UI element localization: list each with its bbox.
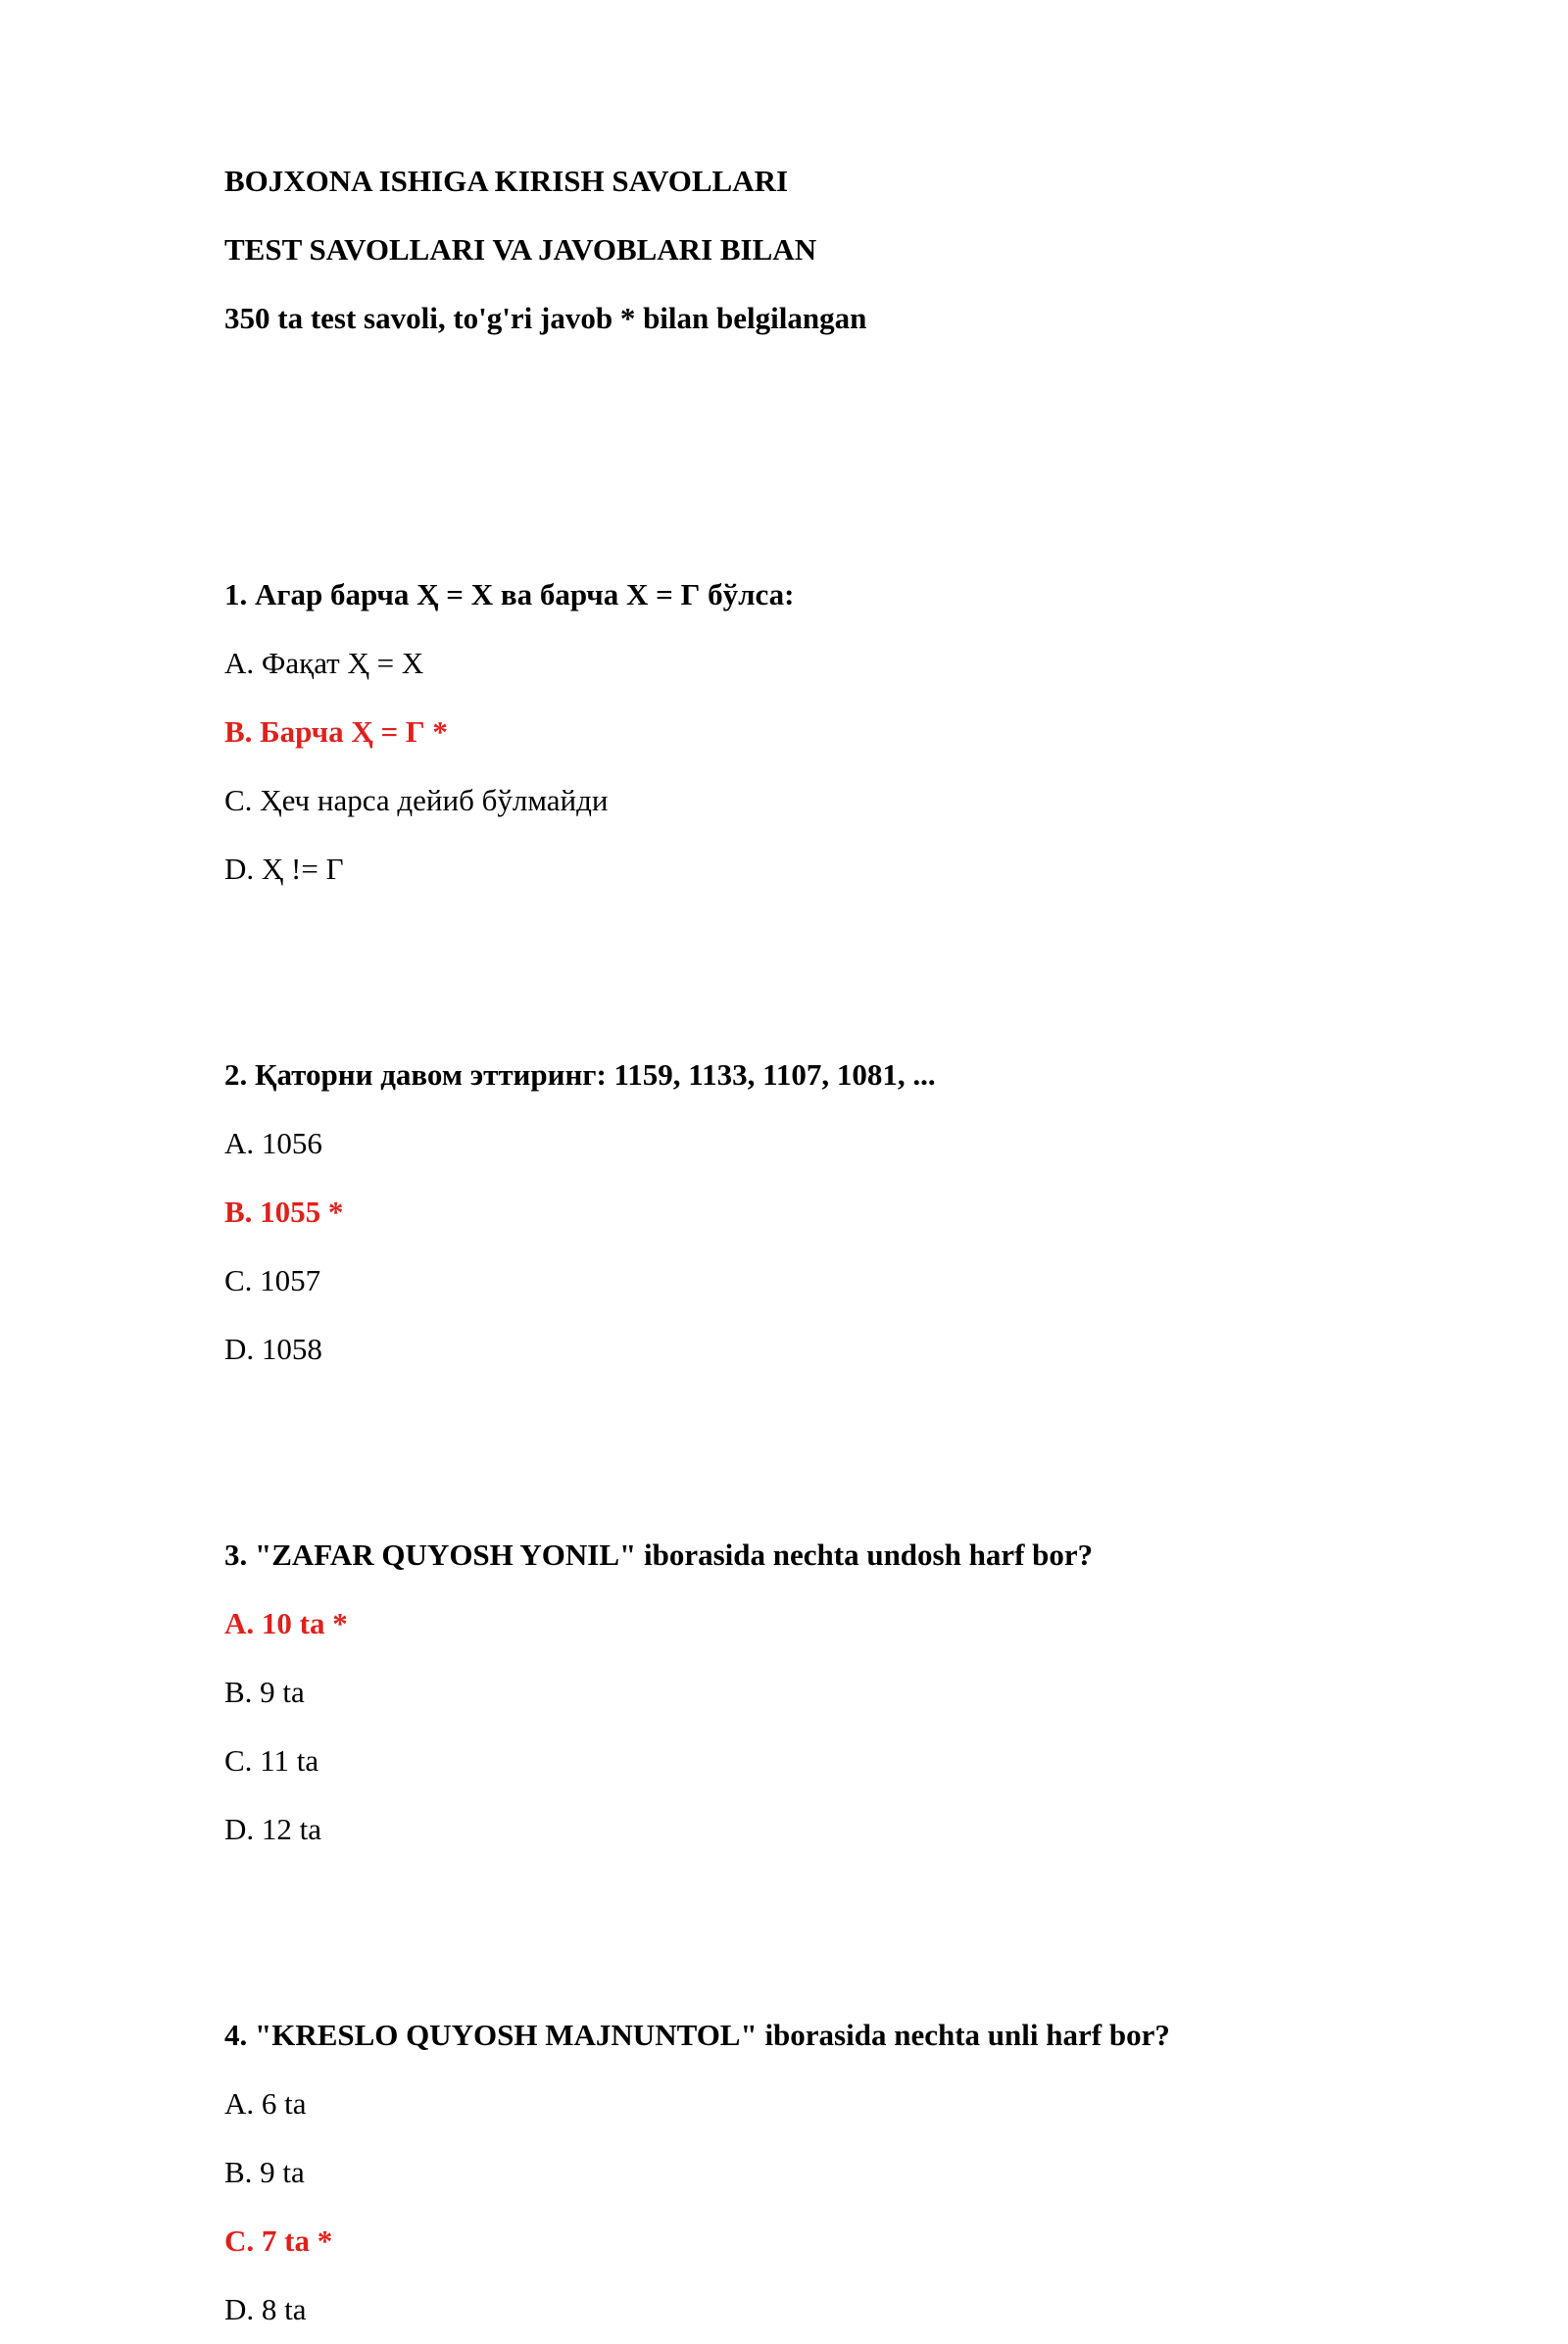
document-description: 350 ta test savoli, to'g'ri javob * bilan belgilangan — [224, 301, 867, 335]
answer-option: D. 12 ta — [224, 1812, 322, 1846]
question-text: 3. "ZAFAR QUYOSH YONIL" iborasida nechta undosh harf bor? — [224, 1538, 1094, 1572]
header-spacer — [224, 353, 1568, 561]
question-spacer — [224, 1864, 1568, 2001]
answer-option: A. 6 ta — [224, 2086, 307, 2121]
answer-option: B. 1055 * — [224, 1195, 344, 1229]
question-block — [224, 2001, 1568, 2344]
question-block — [224, 1041, 1568, 1384]
answer-option: A. Фақат Ҳ = Х — [224, 646, 424, 680]
answer-option: A. 10 ta * — [224, 1606, 348, 1640]
answer-option: D. 1058 — [224, 1332, 322, 1366]
answer-option: A. 1056 — [224, 1126, 322, 1160]
answer-option: B. Барча Ҳ = Г * — [224, 714, 448, 749]
question-text: 1. Агар барча Ҳ = Х ва барча Х = Г бўлса: — [224, 577, 795, 611]
question-block — [224, 561, 1568, 903]
answer-option: C. 7 ta * — [224, 2223, 333, 2258]
answer-option: C. 1057 — [224, 1263, 321, 1297]
document-subtitle: TEST SAVOLLARI VA JAVOBLARI BILAN — [224, 232, 817, 267]
answer-option: D. Ҳ != Г — [224, 852, 344, 886]
answer-option: D. 8 ta — [224, 2292, 307, 2326]
answer-option: B. 9 ta — [224, 2155, 305, 2189]
question-spacer — [224, 903, 1568, 1041]
document-title: BOJXONA ISHIGA KIRISH SAVOLLARI — [224, 164, 789, 198]
answer-option: C. 11 ta — [224, 1743, 319, 1778]
question-block — [224, 1521, 1568, 1864]
question-spacer — [224, 1384, 1568, 1521]
question-text: 2. Қаторни давом эттиринг: 1159, 1133, 1107, 1081, ... — [224, 1057, 936, 1092]
answer-option: B. 9 ta — [224, 1675, 305, 1709]
answer-option: C. Ҳеч нарса дейиб бўлмайди — [224, 783, 609, 817]
question-text: 4. "KRESLO QUYOSH MAJNUNTOL" iborasida nechta unli harf bor? — [224, 2018, 1170, 2052]
